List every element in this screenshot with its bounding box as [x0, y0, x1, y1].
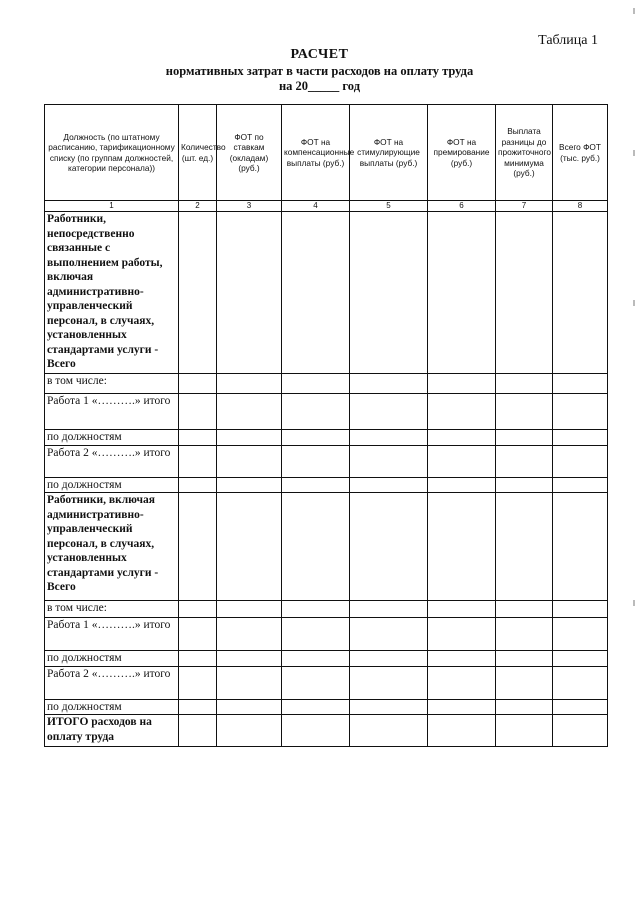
empty-cell[interactable]	[217, 493, 282, 601]
empty-cell[interactable]	[179, 666, 217, 699]
empty-cell[interactable]	[217, 618, 282, 651]
empty-cell[interactable]	[553, 374, 608, 394]
empty-cell[interactable]	[282, 430, 350, 446]
column-number: 3	[217, 201, 282, 212]
row-label: по должностям	[45, 651, 179, 667]
scan-edge-mark	[633, 8, 635, 14]
page-subtitle: нормативных затрат в части расходов на оплату труда	[165, 64, 474, 78]
table-row	[45, 618, 608, 651]
table-row	[45, 493, 608, 601]
empty-cell[interactable]	[428, 493, 496, 601]
empty-cell[interactable]	[553, 477, 608, 493]
empty-cell[interactable]	[350, 394, 428, 430]
empty-cell[interactable]	[179, 394, 217, 430]
empty-cell[interactable]	[282, 493, 350, 601]
empty-cell[interactable]	[217, 394, 282, 430]
empty-cell[interactable]	[179, 445, 217, 477]
empty-cell[interactable]	[428, 715, 496, 747]
table-row	[45, 430, 608, 446]
column-header: ФОТ на премирование (руб.)	[428, 105, 496, 201]
empty-cell[interactable]	[350, 445, 428, 477]
empty-cell[interactable]	[217, 601, 282, 618]
empty-cell[interactable]	[282, 374, 350, 394]
empty-cell[interactable]	[217, 715, 282, 747]
empty-cell[interactable]	[179, 651, 217, 667]
table-row	[45, 601, 608, 618]
empty-cell[interactable]	[350, 430, 428, 446]
empty-cell[interactable]	[179, 715, 217, 747]
column-number: 6	[428, 201, 496, 212]
column-header: ФОТ по ставкам (окладам) (руб.)	[217, 105, 282, 201]
column-header: Количество (шт. ед.)	[179, 105, 217, 201]
row-label: Работники, непосредственно связанные с выполнением работы, включая административно-управленческий персонал, в случаях, установленных стандартами услуги - Всего	[45, 212, 179, 374]
empty-cell[interactable]	[428, 394, 496, 430]
empty-cell[interactable]	[553, 394, 608, 430]
empty-cell[interactable]	[282, 477, 350, 493]
table-row	[45, 394, 608, 430]
empty-cell[interactable]	[217, 666, 282, 699]
empty-cell[interactable]	[428, 477, 496, 493]
empty-cell[interactable]	[553, 699, 608, 715]
row-label: Работники, включая административно-управленческий персонал, в случаях, установленных стандартами услуги - Всего	[45, 493, 179, 601]
empty-cell[interactable]	[282, 394, 350, 430]
empty-cell[interactable]	[179, 601, 217, 618]
empty-cell[interactable]	[428, 430, 496, 446]
empty-cell[interactable]	[350, 651, 428, 667]
empty-cell[interactable]	[496, 699, 553, 715]
empty-cell[interactable]	[179, 374, 217, 394]
empty-cell[interactable]	[350, 493, 428, 601]
empty-cell[interactable]	[179, 430, 217, 446]
empty-cell[interactable]	[350, 212, 428, 374]
empty-cell[interactable]	[350, 601, 428, 618]
column-number-row	[45, 201, 608, 212]
empty-cell[interactable]	[553, 715, 608, 747]
table-header-row	[45, 105, 608, 201]
table-row	[45, 212, 608, 374]
row-label: ИТОГО расходов на оплату труда	[45, 715, 179, 747]
column-number: 1	[45, 201, 179, 212]
empty-cell[interactable]	[282, 601, 350, 618]
table-row	[45, 477, 608, 493]
empty-cell[interactable]	[179, 699, 217, 715]
empty-cell[interactable]	[428, 618, 496, 651]
empty-cell[interactable]	[179, 477, 217, 493]
row-label: по должностям	[45, 477, 179, 493]
empty-cell[interactable]	[428, 666, 496, 699]
column-number: 2	[179, 201, 217, 212]
empty-cell[interactable]	[553, 666, 608, 699]
column-header: ФОТ на компенсационные выплаты (руб.)	[282, 105, 350, 201]
empty-cell[interactable]	[428, 212, 496, 374]
empty-cell[interactable]	[496, 651, 553, 667]
scan-edge-mark	[633, 600, 635, 606]
empty-cell[interactable]	[350, 374, 428, 394]
empty-cell[interactable]	[282, 445, 350, 477]
column-number: 5	[350, 201, 428, 212]
empty-cell[interactable]	[217, 445, 282, 477]
empty-cell[interactable]	[350, 666, 428, 699]
empty-cell[interactable]	[553, 493, 608, 601]
row-label: по должностям	[45, 430, 179, 446]
empty-cell[interactable]	[496, 618, 553, 651]
empty-cell[interactable]	[496, 430, 553, 446]
empty-cell[interactable]	[282, 212, 350, 374]
empty-cell[interactable]	[496, 666, 553, 699]
empty-cell[interactable]	[428, 651, 496, 667]
row-label: Работа 1 «……….» итого	[45, 394, 179, 430]
column-number: 8	[553, 201, 608, 212]
empty-cell[interactable]	[179, 493, 217, 601]
empty-cell[interactable]	[179, 618, 217, 651]
empty-cell[interactable]	[496, 493, 553, 601]
row-label: Работа 1 «……….» итого	[45, 618, 179, 651]
scan-edge-mark	[633, 150, 635, 156]
empty-cell[interactable]	[553, 212, 608, 374]
table-row	[45, 445, 608, 477]
empty-cell[interactable]	[217, 477, 282, 493]
empty-cell[interactable]	[496, 394, 553, 430]
empty-cell[interactable]	[428, 699, 496, 715]
empty-cell[interactable]	[496, 477, 553, 493]
empty-cell[interactable]	[282, 618, 350, 651]
table-row	[45, 699, 608, 715]
empty-cell[interactable]	[496, 445, 553, 477]
empty-cell[interactable]	[217, 430, 282, 446]
empty-cell[interactable]	[350, 477, 428, 493]
column-header: Всего ФОТ (тыс. руб.)	[553, 105, 608, 201]
empty-cell[interactable]	[350, 618, 428, 651]
scan-edge-mark	[633, 300, 635, 306]
empty-cell[interactable]	[553, 651, 608, 667]
page-title: РАСЧЕТ	[290, 47, 349, 62]
row-label: Работа 2 «……….» итого	[45, 666, 179, 699]
empty-cell[interactable]	[179, 212, 217, 374]
row-label: в том числе:	[45, 601, 179, 618]
empty-cell[interactable]	[553, 618, 608, 651]
empty-cell[interactable]	[428, 601, 496, 618]
table-row	[45, 374, 608, 394]
empty-cell[interactable]	[217, 699, 282, 715]
empty-cell[interactable]	[282, 699, 350, 715]
table-row	[45, 715, 608, 747]
table-label: Таблица 1	[538, 33, 598, 48]
empty-cell[interactable]	[553, 430, 608, 446]
empty-cell[interactable]	[496, 601, 553, 618]
empty-cell[interactable]	[496, 212, 553, 374]
row-label: Работа 2 «……….» итого	[45, 445, 179, 477]
empty-cell[interactable]	[282, 666, 350, 699]
table-row	[45, 666, 608, 699]
empty-cell[interactable]	[428, 374, 496, 394]
column-number: 7	[496, 201, 553, 212]
empty-cell[interactable]	[553, 445, 608, 477]
row-label: в том числе:	[45, 374, 179, 394]
year-line: на 20_____ год	[278, 79, 361, 93]
empty-cell[interactable]	[428, 445, 496, 477]
empty-cell[interactable]	[217, 651, 282, 667]
column-header: ФОТ на стимулирующие выплаты (руб.)	[350, 105, 428, 201]
empty-cell[interactable]	[350, 715, 428, 747]
empty-cell[interactable]	[217, 212, 282, 374]
empty-cell[interactable]	[217, 374, 282, 394]
empty-cell[interactable]	[496, 374, 553, 394]
table-body	[45, 212, 608, 747]
empty-cell[interactable]	[553, 601, 608, 618]
cost-calculation-table	[44, 104, 608, 747]
column-header: Должность (по штатному расписанию, тарификационному списку (по группам должностей, категории персонала))	[45, 105, 179, 201]
empty-cell[interactable]	[282, 715, 350, 747]
row-label: по должностям	[45, 699, 179, 715]
column-header: Выплата разницы до прожиточного минимума (руб.)	[496, 105, 553, 201]
table-row	[45, 651, 608, 667]
empty-cell[interactable]	[350, 699, 428, 715]
empty-cell[interactable]	[496, 715, 553, 747]
column-number: 4	[282, 201, 350, 212]
empty-cell[interactable]	[282, 651, 350, 667]
